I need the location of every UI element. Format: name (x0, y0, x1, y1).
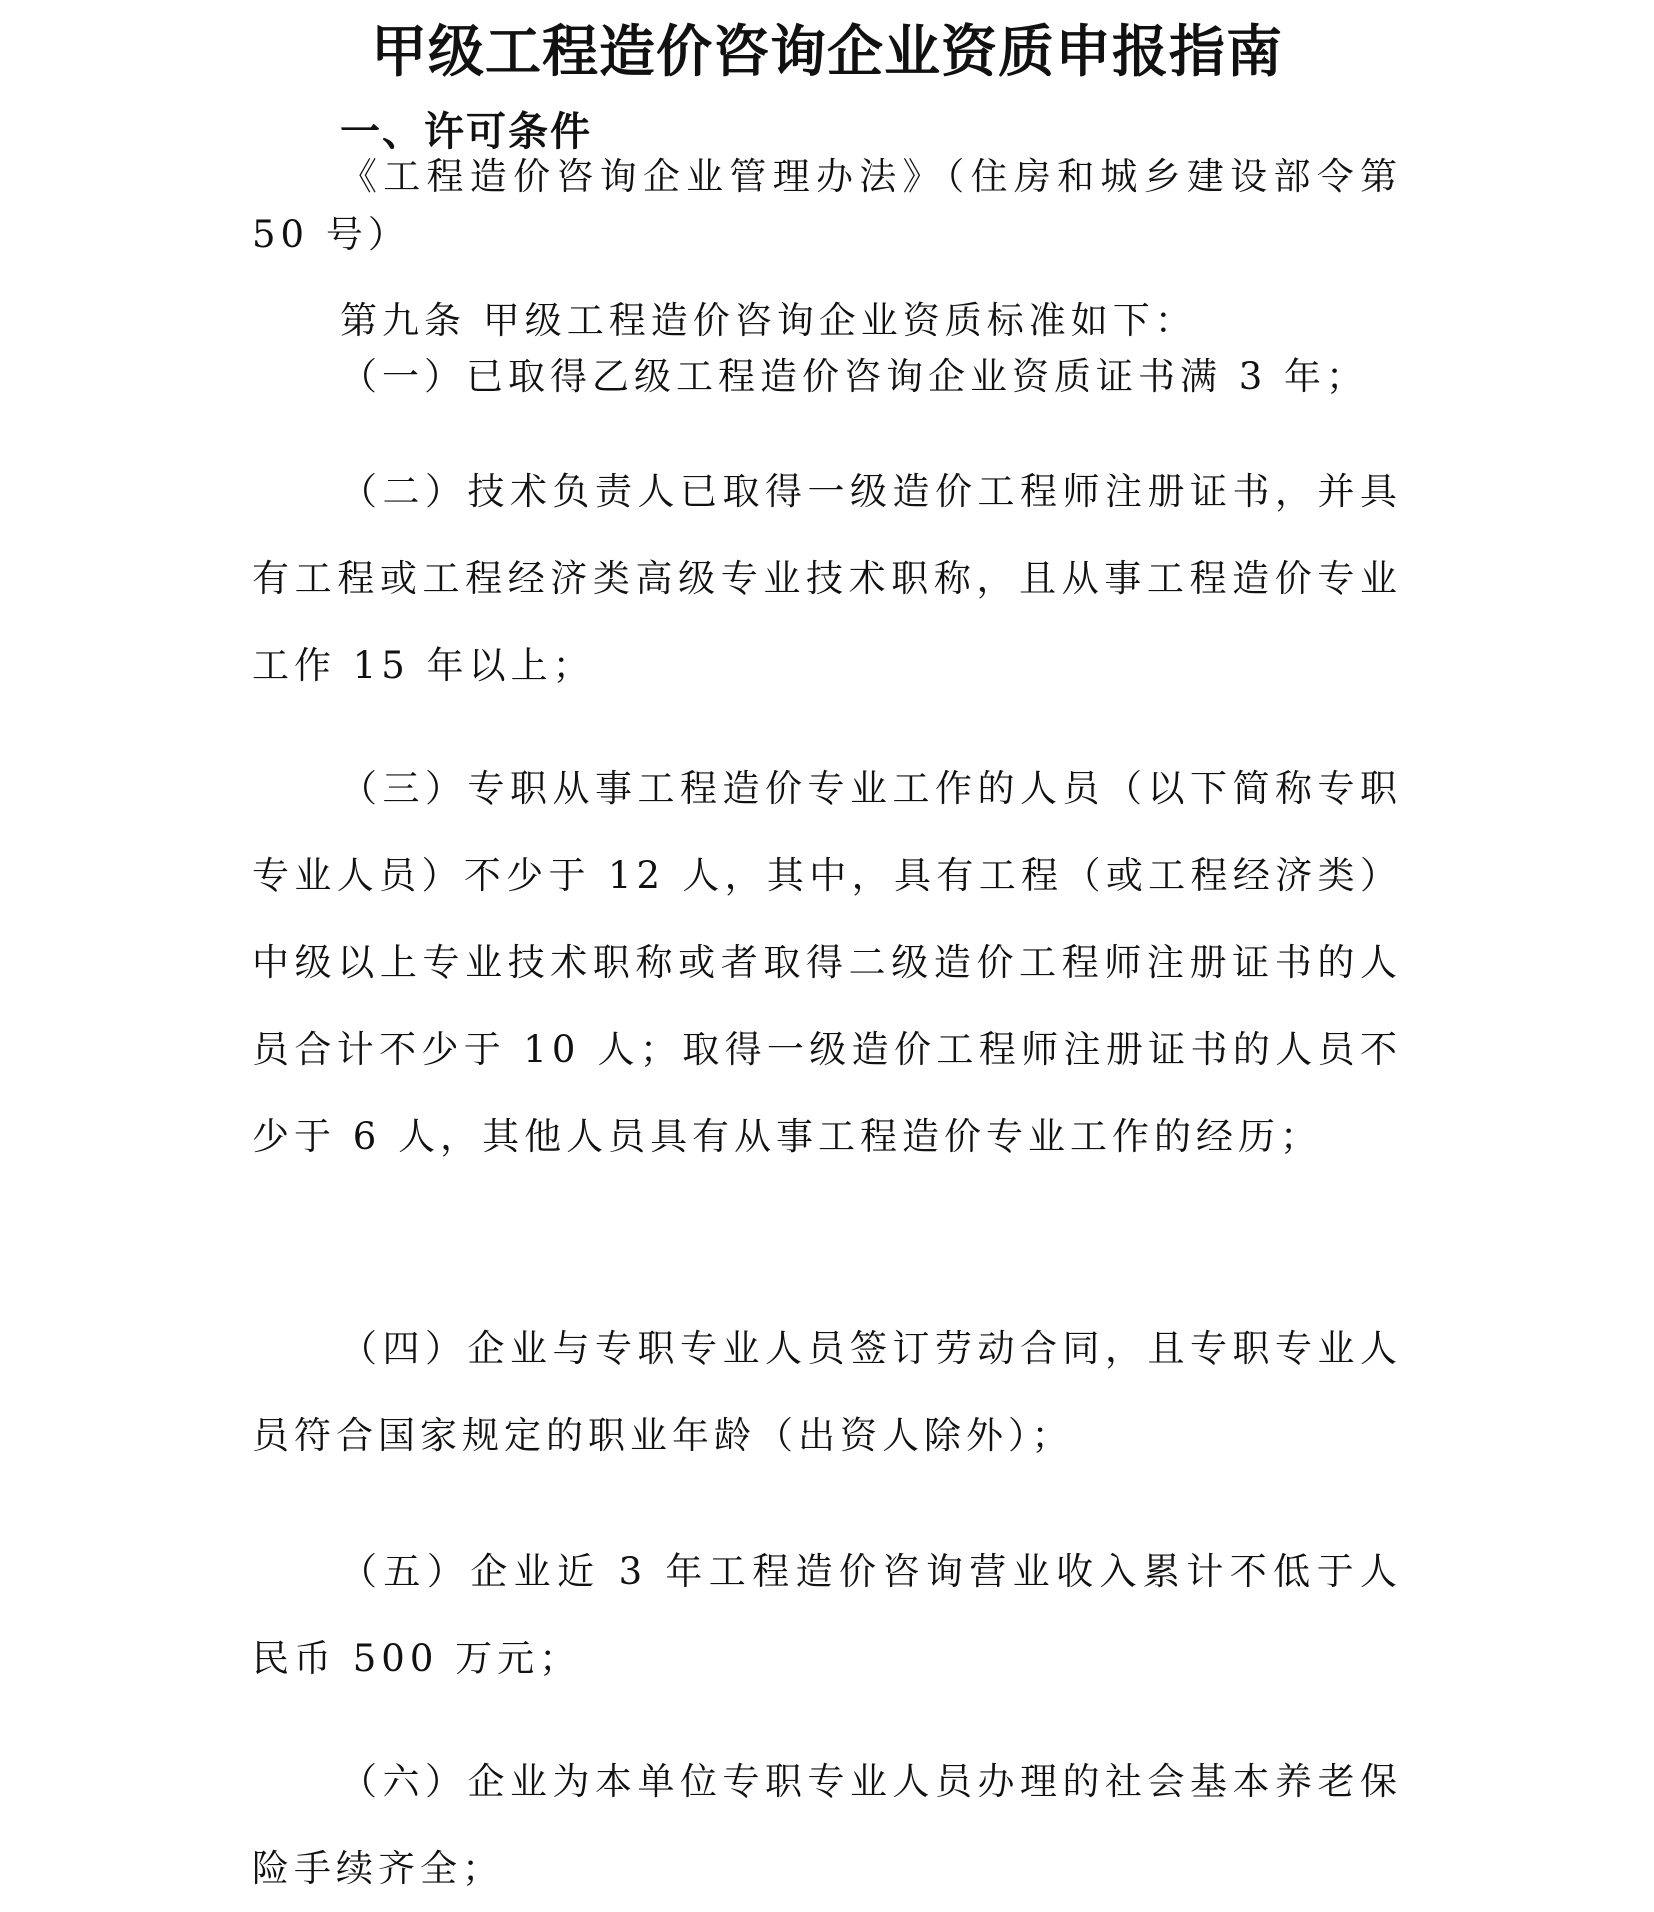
item-4: （四）企业与专职专业人员签订劳动合同，且专职专业人员符合国家规定的职业年龄（出资人除外）； (252, 1327, 1402, 1457)
item-2: （二）技术负责人已取得一级造价工程师注册证书，并具有工程或工程经济类高级专业技术职称，且从事工程造价专业工作 15 年以上； (252, 470, 1402, 687)
document-title: 甲级工程造价咨询企业资质申报指南 (371, 20, 1283, 85)
section-heading: 一、许可条件 (340, 109, 592, 155)
item-1: （一）已取得乙级工程造价咨询企业资质证书满 3 年； (340, 355, 1369, 398)
source-reference: 《工程造价咨询企业管理办法》（住房和城乡建设部令第 50 号） (252, 155, 1402, 256)
article-heading: 第九条 甲级工程造价咨询企业资质标准如下： (340, 299, 1197, 342)
item-6: （六）企业为本单位专职专业人员办理的社会基本养老保险手续齐全； (252, 1760, 1402, 1890)
item-5: （五）企业近 3 年工程造价咨询营业收入累计不低于人民币 500 万元； (252, 1550, 1402, 1680)
item-3: （三）专职从事工程造价专业工作的人员（以下简称专职专业人员）不少于 12 人，其中，具有工程（或工程经济类）中级以上专业技术职称或者取得二级造价工程师注册证书的人员合计不少于 10 人；取得一级造价工程师注册证书的人员不少于 6 人，其他人员具有从事工程造价专业工作的经历； (252, 767, 1402, 1158)
